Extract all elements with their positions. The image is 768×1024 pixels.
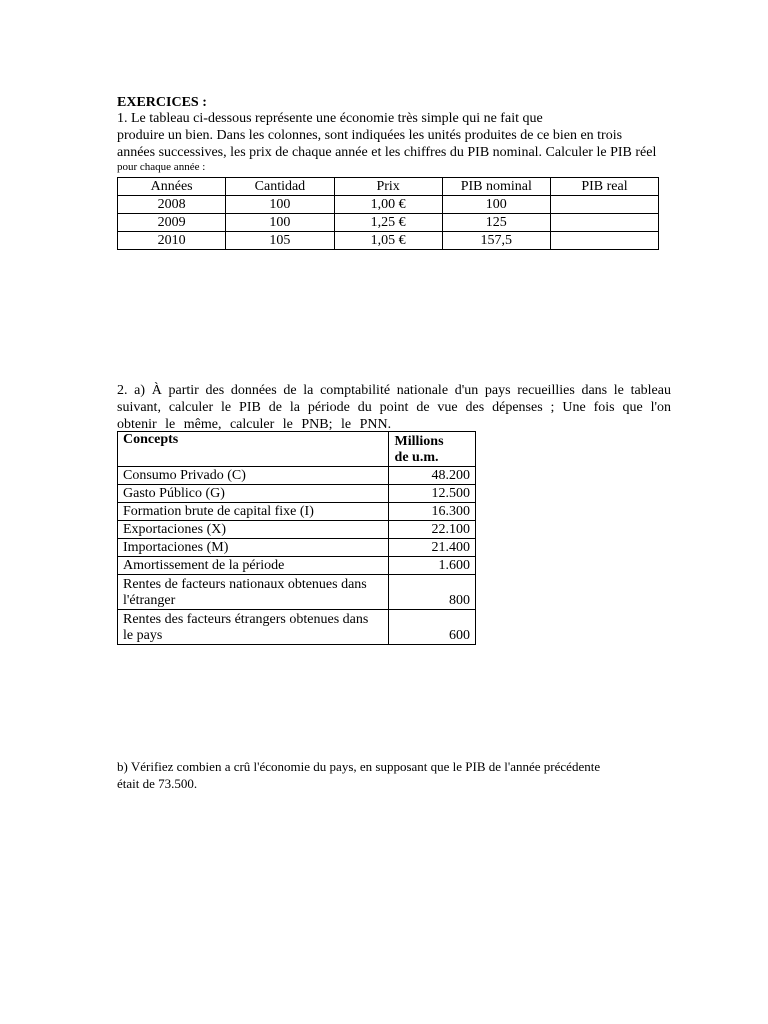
table-row bbox=[118, 467, 476, 485]
cell-pib-real bbox=[550, 214, 658, 232]
ex2a-text-line-2: suivant, calculer le PIB de la période du point de vue des dépenses ; Une fois que l'on bbox=[117, 400, 671, 415]
cell-pib-real bbox=[550, 196, 658, 214]
concept-value: 12.500 bbox=[388, 485, 475, 503]
cell-pib-nominal: 100 bbox=[442, 196, 550, 214]
concept-value: 1.600 bbox=[388, 557, 475, 575]
concept-label-line-1: Rentes de facteurs nationaux obtenues dans bbox=[123, 577, 367, 592]
cell-price: 1,05 € bbox=[334, 232, 442, 250]
table-row bbox=[118, 196, 659, 214]
cell-pib-nominal: 125 bbox=[442, 214, 550, 232]
cell-year: 2008 bbox=[118, 196, 226, 214]
table-header-row bbox=[118, 178, 659, 196]
concept-label-line-2: le pays bbox=[123, 628, 163, 643]
cell-quantity: 100 bbox=[226, 214, 334, 232]
col-header-millions-line-1: Millions bbox=[394, 434, 444, 449]
concept-label: Importaciones (M) bbox=[118, 539, 389, 557]
table-row bbox=[118, 521, 476, 539]
ex2b-text-line-2: était de 73.500. bbox=[117, 776, 198, 791]
cell-year: 2010 bbox=[118, 232, 226, 250]
concept-value: 600 bbox=[388, 610, 475, 645]
col-header-millions bbox=[388, 432, 475, 467]
col-header-prix: Prix bbox=[334, 178, 442, 196]
cell-quantity: 105 bbox=[226, 232, 334, 250]
table-row bbox=[118, 485, 476, 503]
table-row bbox=[118, 557, 476, 575]
concept-label: Amortissement de la période bbox=[118, 557, 389, 575]
concept-label bbox=[118, 610, 389, 645]
col-header-cantidad: Cantidad bbox=[226, 178, 334, 196]
col-header-pib-real: PIB real bbox=[550, 178, 658, 196]
cell-pib-real bbox=[550, 232, 658, 250]
ex2a-text-line-1: 2. a) À partir des données de la comptabilité nationale d'un pays recueillies dans le tableau bbox=[117, 383, 671, 398]
ex2a-text-line-3: obtenir le même, calculer le PNB; le PNN. bbox=[117, 417, 392, 432]
table-row bbox=[118, 503, 476, 521]
concept-label: Formation brute de capital fixe (I) bbox=[118, 503, 389, 521]
concept-value: 22.100 bbox=[388, 521, 475, 539]
table-row bbox=[118, 214, 659, 232]
cell-price: 1,00 € bbox=[334, 196, 442, 214]
concept-value: 48.200 bbox=[388, 467, 475, 485]
ex1-text-line-2: produire un bien. Dans les colonnes, sont indiquées les unités produites de ce bien en trois bbox=[117, 128, 623, 143]
concept-value: 800 bbox=[388, 575, 475, 610]
ex1-text-line-4: pour chaque année : bbox=[117, 161, 206, 173]
concept-label-line-1: Rentes des facteurs étrangers obtenues dans bbox=[123, 612, 369, 627]
table-row bbox=[118, 610, 476, 645]
table-row bbox=[118, 232, 659, 250]
national-accounts-table bbox=[117, 431, 476, 645]
concept-value: 16.300 bbox=[388, 503, 475, 521]
concept-label: Consumo Privado (C) bbox=[118, 467, 389, 485]
col-header-annees: Années bbox=[118, 178, 226, 196]
ex1-text-line-1: 1. Le tableau ci-dessous représente une économie très simple qui ne fait que bbox=[117, 111, 543, 126]
ex1-text-line-3: années successives, les prix de chaque année et les chiffres du PIB nominal. Calculer le PIB réel bbox=[117, 145, 657, 160]
cell-quantity: 100 bbox=[226, 196, 334, 214]
pib-table bbox=[117, 177, 659, 250]
cell-price: 1,25 € bbox=[334, 214, 442, 232]
table-row bbox=[118, 575, 476, 610]
concept-label: Exportaciones (X) bbox=[118, 521, 389, 539]
concept-label-line-2: l'étranger bbox=[123, 593, 176, 608]
ex2b-text-line-1: b) Vérifiez combien a crû l'économie du pays, en supposant que le PIB de l'année précédente bbox=[117, 759, 601, 774]
col-header-millions-line-2: de u.m. bbox=[394, 450, 439, 465]
concept-label bbox=[118, 575, 389, 610]
exercises-heading: EXERCICES : bbox=[117, 95, 207, 110]
table-row bbox=[118, 539, 476, 557]
col-header-concepts: Concepts bbox=[118, 432, 389, 467]
table-header-row bbox=[118, 432, 476, 467]
concept-value: 21.400 bbox=[388, 539, 475, 557]
concept-label: Gasto Público (G) bbox=[118, 485, 389, 503]
cell-pib-nominal: 157,5 bbox=[442, 232, 550, 250]
col-header-pib-nominal: PIB nominal bbox=[442, 178, 550, 196]
cell-year: 2009 bbox=[118, 214, 226, 232]
